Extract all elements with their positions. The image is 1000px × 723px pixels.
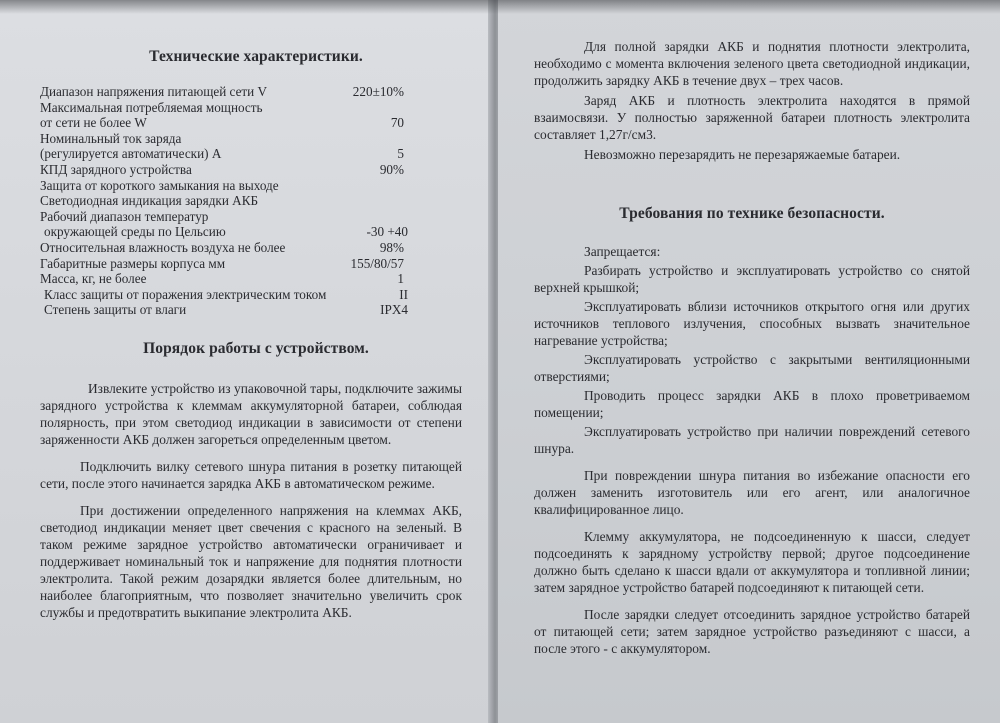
spec-label: КПД зарядного устройства bbox=[40, 161, 192, 177]
right-page bbox=[498, 0, 1000, 723]
spec-label: Относительная влажность воздуха не более bbox=[40, 239, 286, 255]
spec-row bbox=[40, 100, 472, 116]
safety-paragraph: Эксплуатировать устройство с закрытыми вентиляционными отверстиями; bbox=[534, 352, 970, 384]
spec-value: 155/80/57 bbox=[350, 255, 404, 271]
safety-rules bbox=[534, 243, 970, 657]
safety-title: Требования по технике безопасности. bbox=[619, 205, 885, 222]
spec-label: от сети не более W bbox=[40, 115, 147, 131]
spec-value: 98% bbox=[379, 239, 404, 255]
spec-label: Номинальный ток заряда bbox=[40, 130, 182, 146]
specs-table bbox=[40, 84, 472, 318]
spec-row bbox=[40, 146, 472, 162]
safety-paragraph: Эксплуатировать вблизи источников открытого огня или других источников теплового излучения, способных вызвать значительное нагревание устройства; bbox=[534, 299, 970, 348]
specs-title: Технические характеристики. bbox=[149, 48, 363, 65]
spec-row bbox=[40, 271, 472, 287]
safety-paragraph: Эксплуатировать устройство при наличии повреждений сетевого шнура. bbox=[534, 424, 970, 456]
note-paragraph: Для полной зарядки АКБ и поднятия плотности электролита, необходимо с момента включения зеленого цвета светодиодной индикации, продолжить зарядку АКБ в течение двух – трех часов. bbox=[534, 39, 970, 88]
procedure-paragraph: Извлеките устройство из упаковочной тары, подключите зажимы зарядного устройства к клеммам аккумуляторной батареи, соблюдая полярность, при этом светодиод индикации в зависимости от степени заряженности АКБ должен загореться определенным цветом. bbox=[40, 380, 462, 447]
spec-value: 90% bbox=[379, 161, 404, 177]
safety-paragraph: Клемму аккумулятора, не подсоединенную к шасси, следует подсоединять к зарядному устройству первой; другое подсоединение должно быть сделано к шасси вдали от аккумулятора и топливной линии; затем зарядное устройство батарей подсоединяют к питающей сети. bbox=[534, 529, 970, 595]
spec-value: II bbox=[399, 286, 408, 302]
spec-row bbox=[40, 162, 472, 178]
spec-row bbox=[40, 287, 472, 303]
spec-row bbox=[40, 256, 472, 272]
spec-label: Класс защиты от поражения электрическим током bbox=[44, 286, 327, 302]
procedure-body bbox=[40, 380, 472, 621]
spec-row bbox=[40, 209, 472, 225]
spec-label: Рабочий диапазон температур bbox=[40, 208, 209, 224]
spec-value: 5 bbox=[397, 146, 404, 162]
safety-paragraph: После зарядки следует отсоединить зарядное устройство батарей от питающей сети; затем зарядное устройство разъединяют с шасси, а после этого - с аккумулятором. bbox=[534, 607, 970, 656]
spec-label: Светодиодная индикация зарядки АКБ bbox=[40, 193, 259, 209]
spec-label: окружающей среды по Цельсию bbox=[44, 224, 226, 240]
charging-notes bbox=[534, 38, 970, 163]
spec-value bbox=[312, 178, 404, 194]
spec-label: Максимальная потребляемая мощность bbox=[40, 99, 263, 115]
note-paragraph: Невозможно перезарядить не перезаряжаемые батареи. bbox=[584, 147, 901, 162]
spec-row bbox=[40, 193, 472, 209]
procedure-paragraph: Подключить вилку сетевого шнура питания в розетку питающей сети, после этого начинается зарядка АКБ в автоматическом режиме. bbox=[40, 458, 462, 491]
spec-row bbox=[40, 240, 472, 256]
left-page bbox=[0, 0, 492, 723]
spec-value: -30 +40 bbox=[366, 224, 408, 240]
spec-value: 1 bbox=[397, 271, 404, 287]
safety-paragraph: Разбирать устройство и эксплуатировать устройство со снятой верхней крышкой; bbox=[534, 263, 970, 295]
safety-paragraph: Проводить процесс зарядки АКБ в плохо проветриваемом помещении; bbox=[534, 388, 970, 420]
spec-label: Степень защиты от влаги bbox=[44, 302, 187, 318]
spec-label: (регулируется автоматически) А bbox=[40, 146, 222, 162]
safety-paragraph: При повреждении шнура питания во избежание опасности его должен заменить изготовитель или его агент, или аналогичное квалифицированное лицо. bbox=[534, 468, 970, 517]
spec-value: IPX4 bbox=[380, 302, 408, 318]
safety-paragraph: Запрещается: bbox=[584, 244, 661, 259]
top-shadow bbox=[0, 0, 1000, 14]
spec-value bbox=[312, 209, 404, 225]
spec-label: Диапазон напряжения питающей сети V bbox=[40, 84, 268, 99]
spec-label: Масса, кг, не более bbox=[40, 271, 147, 287]
spec-row bbox=[40, 302, 472, 318]
spec-row bbox=[40, 131, 472, 147]
spec-row bbox=[40, 84, 472, 100]
spec-label: Защита от короткого замыкания на выходе bbox=[40, 177, 279, 193]
spec-value: 220±10% bbox=[352, 84, 404, 99]
spec-value: 70 bbox=[390, 115, 404, 131]
spec-label: Габаритные размеры корпуса мм bbox=[40, 255, 226, 271]
procedure-paragraph: При достижении определенного напряжения на клеммах АКБ, светодиод индикации меняет цвет свечения с красного на зеленый. В таком режиме зарядное устройство автоматически ограничивает и поддерживает номинальный ток и напряжение для поднятия плотности электролита. Такой режим дозарядки является более длительным, но наиболее благоприятным, что позволяет значительно увеличить срок службы и предотвратить выкипание электролита АКБ. bbox=[40, 502, 462, 620]
spec-row bbox=[40, 115, 472, 131]
spec-value bbox=[312, 193, 404, 209]
spec-value bbox=[312, 100, 404, 116]
spec-value bbox=[312, 131, 404, 147]
procedure-title: Порядок работы с устройством. bbox=[143, 339, 369, 357]
note-paragraph: Заряд АКБ и плотность электролита находятся в прямой взаимосвязи. У полностью заряженной батареи плотность электролита составляет 1,27г/см3. bbox=[534, 93, 970, 142]
spec-row bbox=[40, 178, 472, 194]
spec-row bbox=[40, 224, 472, 240]
